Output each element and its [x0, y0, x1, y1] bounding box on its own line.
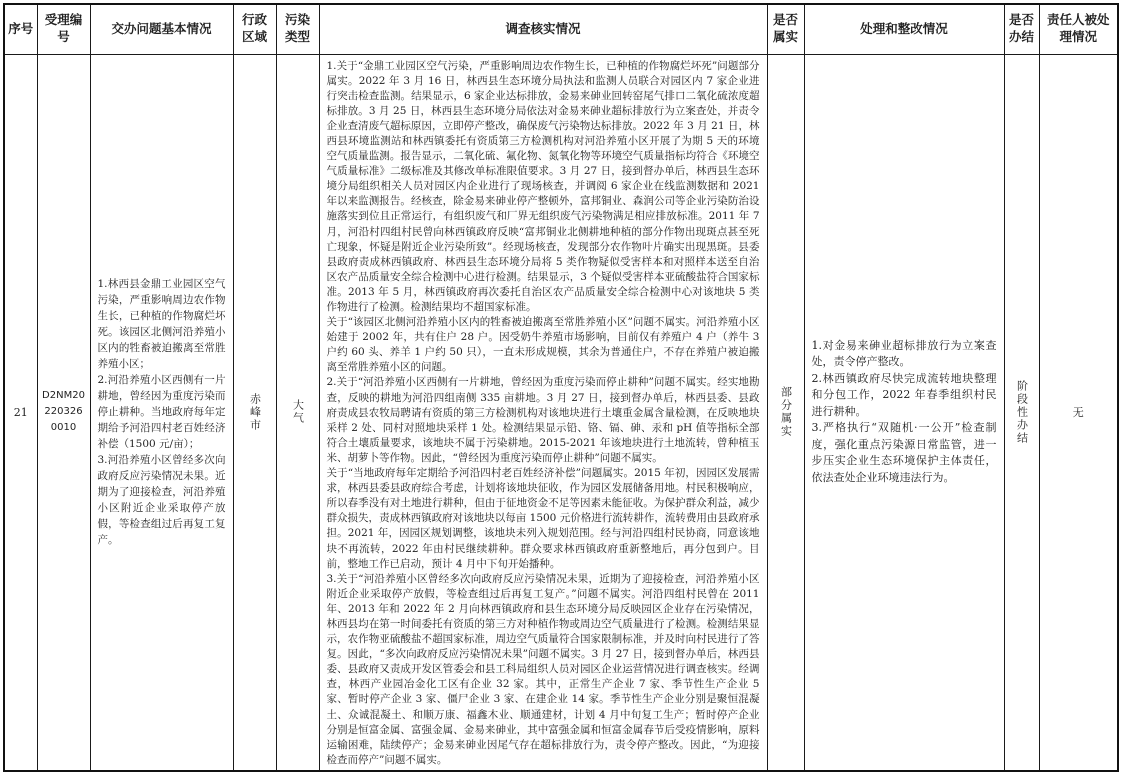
investigation-para-1: 1.关于“金鼎工业园区空气污染，严重影响周边农作物生长，已种植的作物腐烂坏死”问题部分属实。2022 年 3 月 16 日，林西县生态环境分局执法和监测人员联合对园区内 7 家企业进行突击检查监测。结果显示，6 家企业达标排放，金易来砷业回转窑尾气排口二氧化硫浓度超标排放。3 月 25 日，林西县生态环境分局依法对金易来砷业超标排放行为立案查处，并责令企业查清废气超标原因，立即停产整改，确保废气污染物达标排放。2022 年 3 月 21 日，林西县环境监测站和林西镇委托有资质第三方检测机构对河沿养殖小区开展了为期 5 天的环境空气质量监测。报告显示，二氧化硫、氟化物、氮氧化物等环境空气质量指标均符合《环境空气质量标准》二级标准及其修改单标准限值要求。3 月 27 日，接到督办单后，林西县生态环境分局组织相关人员对园区内企业进行了现场核查，并调阅 6 家企业在线监测数据和 2021 年以来监测报告。经核查，除金易来砷业停产整顿外，富邦铜业、森润公司等企业污染防治设施落实到位且正常运行，有组织废气和厂界无组织废气污染物满足相应排放标准。2011 年 7 月，河沿村四组村民曾向林西镇政府反映“富邦铜业北侧耕地种植的部分作物出现斑点甚至死亡现象，怀疑是附近企业污染所致”。经现场核查，发现部分农作物叶片确实出现黑斑。县委县政府责成林西镇政府、林西县生态环境分局将 5 类作物疑似受害样本和对照样本送至自治区农产品质量安全综合检测中心进行检测。结果显示，3 个疑似受害样本亚硫酸盐符合国家标准。2013 年 5 月，林西镇政府再次委托自治区农产品质量安全综合检测中心对该地块 5 类作物进行了检测。检测结果均不超国家标准。: [326, 59, 760, 313]
investigation-para-2: 关于“该园区北侧河沿养殖小区内的牲畜被迫搬离至常胜养殖小区”问题不属实。河沿养殖小区始建于 2002 年，共有住户 28 户。因受奶牛养殖市场影响，目前仅有养殖户 4 户（养牛 3 户约 60 头、养羊 1 户约 50 只），一直未形成规模，其余为普通住户，不存在养殖户被迫搬离至常胜养殖小区的问题。: [326, 316, 760, 374]
investigation-para-4: 关于“当地政府每年定期给予河沿四村老百姓经济补偿”问题属实。2015 年初，因园区发展需求，林西县委县政府综合考虑，计划将该地块征收，作为园区发展储备用地。村民积极响应，所以春季没有对土地进行耕种，但由于征地资金不足等因素未能征收。为保护群众利益，减少群众损失，责成林西镇政府对该地块以每亩 1500 元价格进行流转耕作，流转费用由县政府承担。2021 年，因园区规划调整，该地块未列入规划范围。经与河沿四组村民协商，同意该地块不再流转，2022 年由村民继续耕种。群众要求林西镇政府重新整地后，再分包到户。目前，整地工作已启动，预计 4 月中下旬开始播种。: [326, 467, 760, 570]
header-problem: 交办问题基本情况: [90, 4, 233, 54]
problem-item-1: 1.林西县金鼎工业园区空气污染，严重影响周边农作物生长，已种植的作物腐烂坏死。该园区北侧河沿养殖小区内的牲畜被迫搬离至常胜养殖小区；: [97, 278, 226, 371]
cell-region: [233, 54, 276, 771]
header-accountability: 责任人被处理情况: [1039, 4, 1118, 54]
header-investigation: 调查核实情况: [319, 4, 767, 54]
pollution-type-value: 大气: [291, 399, 305, 426]
header-pollution-type: 污染类型: [276, 4, 319, 54]
cell-problem: [90, 54, 233, 771]
cell-serial: 21: [4, 54, 37, 771]
investigation-para-5: 3.关于“河沿养殖小区曾经多次向政府反应污染情况未果，近期为了迎接检查，河沿养殖小区附近企业采取停产放假，等检查组过后再复工复产。”问题不属实。河沿四组村民曾在 2011 年、2013 年和 2022 年 2 月向林西镇政府和县生态环境分局反映园区企业存在污染情况，林西县均在第一时间委托有资质的第三方对种植作物或周边空气质量进行了检测。检测结果显示，农作物亚硫酸盐不超国家标准，周边空气质量符合国家限制标准，并及时向村民进行了答复。因此，“多次向政府反应污染情况未果”问题不属实。3 月 27 日，接到督办单后，林西县委、县政府又责成开发区管委会和县工科局组织人员对园区企业运营情况进行调查核实。经调查，林西产业园冶金化工区有企业 32 家。其中，正常生产企业 7 家、季节性生产企业 5 家、暂时停产企业 3 家、僵尸企业 3 家、在建企业 14 家。季节性生产企业分别是聚恒混凝土、众诚混凝土、和顺万康、福鑫木业、顺通建材，计划 4 月中旬复工生产；暂时停产企业分别是恒富金属、富强金属、金易来砷业，其中富强金属和恒富金属春节后受疫情影响，原料运输困难，陆续停产；金易来砷业因尾气存在超标排放行为，责令停产整改。因此，“为迎接检查而停产”问题不属实。: [326, 572, 760, 766]
table-header-row: [4, 4, 1118, 54]
cell-handling: [804, 54, 1004, 771]
header-serial: 序号: [4, 4, 37, 54]
cell-accountability: 无: [1039, 54, 1118, 771]
cell-case-no: D2NM202203260010: [37, 54, 90, 771]
is-true-value: 部分属实: [779, 386, 793, 439]
report-table-sheet: [3, 3, 1117, 766]
problem-item-3: 3.河沿养殖小区曾经多次向政府反应污染情况未果。近期为了迎接检查，河沿养殖小区附近企业采取停产放假，等检查组过后再复工复产。: [97, 454, 226, 547]
header-handling: 处理和整改情况: [804, 4, 1004, 54]
header-case-no: 受理编号: [37, 4, 90, 54]
investigation-para-3: 2.关于“河沿养殖小区西侧有一片耕地，曾经因为重度污染而停止耕种”问题不属实。经实地勘查，反映的耕地为河沿四组南侧 335 亩耕地。3 月 27 日，接到督办单后，林西县委、县政府责成县农牧局聘请有资质的第三方检测机构对该地块进行土壤重金属含量检测，在反映地块采样 2 处、同村对照地块采样 1 处。检测结果显示铅、铬、镉、砷、汞和 pH 值等指标全部符合土壤质量要求，该地块不属于污染耕地。2015-2021 年该地块进行土地流转，曾种植玉米、胡萝卜等作物。因此，“曾经因为重度污染而停止耕种”问题不属实。: [326, 376, 760, 464]
handling-item-3: 3.严格执行“双随机·一公开”检查制度，强化重点污染源日常监管，进一步压实企业生态环境保护主体责任，依法查处企业环境违法行为。: [811, 421, 997, 484]
cell-is-closed: [1004, 54, 1039, 771]
handling-item-2: 2.林西镇政府尽快完成流转地块整理和分包工作，2022 年春季组织村民进行耕种。: [811, 371, 997, 418]
is-closed-value: 阶段性办结: [1015, 379, 1029, 445]
header-region: 行政区域: [233, 4, 276, 54]
problem-item-2: 2.河沿养殖小区西侧有一片耕地，曾经因为重度污染而停止耕种。当地政府每年定期给予河沿四村老百姓经济补偿（1500 元/亩）；: [97, 374, 226, 451]
cell-is-true: [767, 54, 804, 771]
header-is-closed: 是否办结: [1004, 4, 1039, 54]
cell-investigation: [319, 54, 767, 771]
pollution-case-table: [3, 3, 1119, 772]
header-is-true: 是否属实: [767, 4, 804, 54]
table-row: [4, 54, 1118, 771]
handling-item-1: 1.对金易来砷业超标排放行为立案查处，责令停产整改。: [811, 338, 997, 369]
region-value: 赤峰市: [248, 392, 262, 432]
cell-pollution-type: [276, 54, 319, 771]
